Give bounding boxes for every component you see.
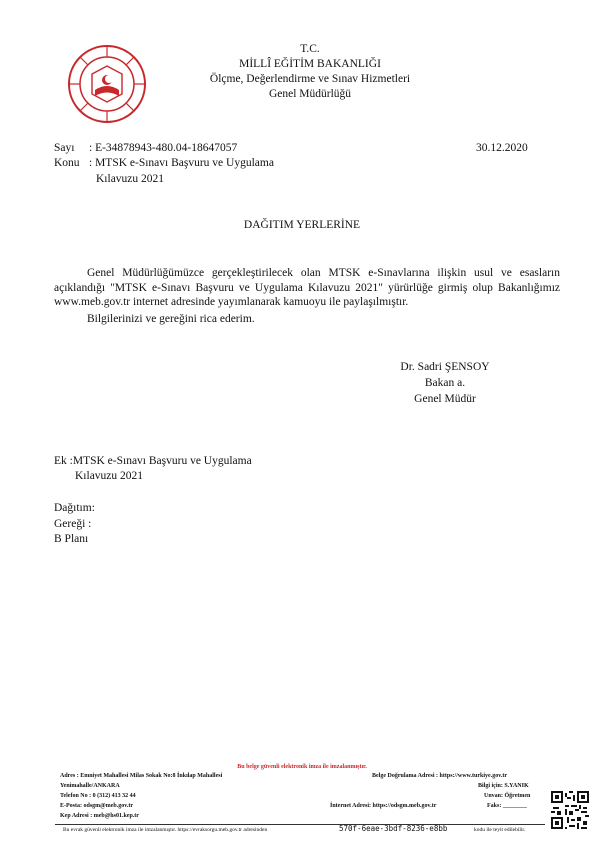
distribution-label: Dağıtım: (54, 502, 95, 514)
konu-value-line2: Kılavuzu 2021 (96, 173, 165, 185)
ministry-seal-logo (67, 44, 147, 124)
footer-address: Adres : Emniyet Mahallesi Milas Sokak No:8 İnkılap Mahallesi (60, 773, 223, 779)
header-line-tc: T.C. (300, 43, 320, 55)
body-paragraph-2: Bilgilerinizi ve gereğini rica ederim. (87, 312, 255, 325)
signatory-title: Bakan a. (424, 377, 466, 389)
footer-contact-person: Bilgi için: S.YANIK (478, 783, 529, 789)
footer-city: Yenimahalle/ANKARA (60, 783, 120, 789)
action-label: Gereği : (54, 518, 92, 530)
konu-label: Konu (54, 157, 80, 169)
footer-email: E-Posta: odsgm@meb.gov.tr (60, 803, 134, 809)
header-line-directorate: Genel Müdürlüğü (268, 88, 352, 100)
letterhead (190, 42, 430, 102)
footer-phone: Telefon No : 0 (312) 413 32 44 (60, 793, 136, 799)
esign-notice: Bu belge güvenli elektronik imza ile imzalanmıştır. (237, 764, 367, 770)
footer-fax: Faks: ________ (487, 803, 527, 809)
qr-code (551, 791, 589, 829)
sayi-label: Sayı (54, 142, 75, 154)
footer-verify-address: Belge Doğrulama Adresi : https://www.turkiye.gov.tr (372, 773, 508, 779)
footer-verification-suffix: kodu ile teyit edilebilir. (474, 827, 526, 833)
body-paragraph-1: Genel Müdürlüğümüzce gerçekleştirilecek olan MTSK e-Sınavlarına ilişkin usul ve esasların açıklandığı "MTSK e-Sınavı Başvuru ve Uygulama Kılavuzu 2021" yürürlüğe girmiş olup Bakanlığımız www.meb.gov.tr internet adresinde yayımlanarak kamuoyu ile paylaşılmıştır. (54, 267, 560, 308)
footer-title: Unvan: Öğretmen (484, 793, 531, 799)
footer-kep: Kep Adresi : meb@hs01.kep.tr (60, 813, 139, 819)
header-line-ministry: MİLLÎ EĞİTİM BAKANLIĞI (239, 58, 381, 70)
document-title: DAĞITIM YERLERİNE (243, 219, 361, 231)
sayi-value: : E-34878943-480.04-18647057 (89, 142, 238, 154)
distribution-plan: B Planı (54, 533, 89, 545)
attachment-line-2: Kılavuzu 2021 (75, 470, 144, 482)
footer-website: İnternet Adresi: https://odsgm.meb.gov.tr (330, 803, 437, 809)
document-date: 30.12.2020 (476, 142, 528, 154)
konu-value: : MTSK e-Sınavı Başvuru ve Uygulama (89, 157, 274, 169)
footer-verification-text: Bu evrak güvenli elektronik imza ile imzalanmıştır. https://evraksorgu.meb.gov.tr adresinden (63, 827, 268, 833)
letter-body (54, 266, 560, 326)
verification-code: 570f-6eae-3bdf-8236-e8bb (339, 824, 448, 833)
signatory-position: Genel Müdür (414, 393, 476, 405)
signatory-name: Dr. Sadri ŞENSOY (400, 361, 490, 373)
header-line-department: Ölçme, Değerlendirme ve Sınav Hizmetleri (209, 73, 411, 85)
attachment-line: Ek :MTSK e-Sınavı Başvuru ve Uygulama (54, 455, 252, 467)
signature-block (384, 359, 506, 407)
footer-divider (55, 824, 545, 825)
